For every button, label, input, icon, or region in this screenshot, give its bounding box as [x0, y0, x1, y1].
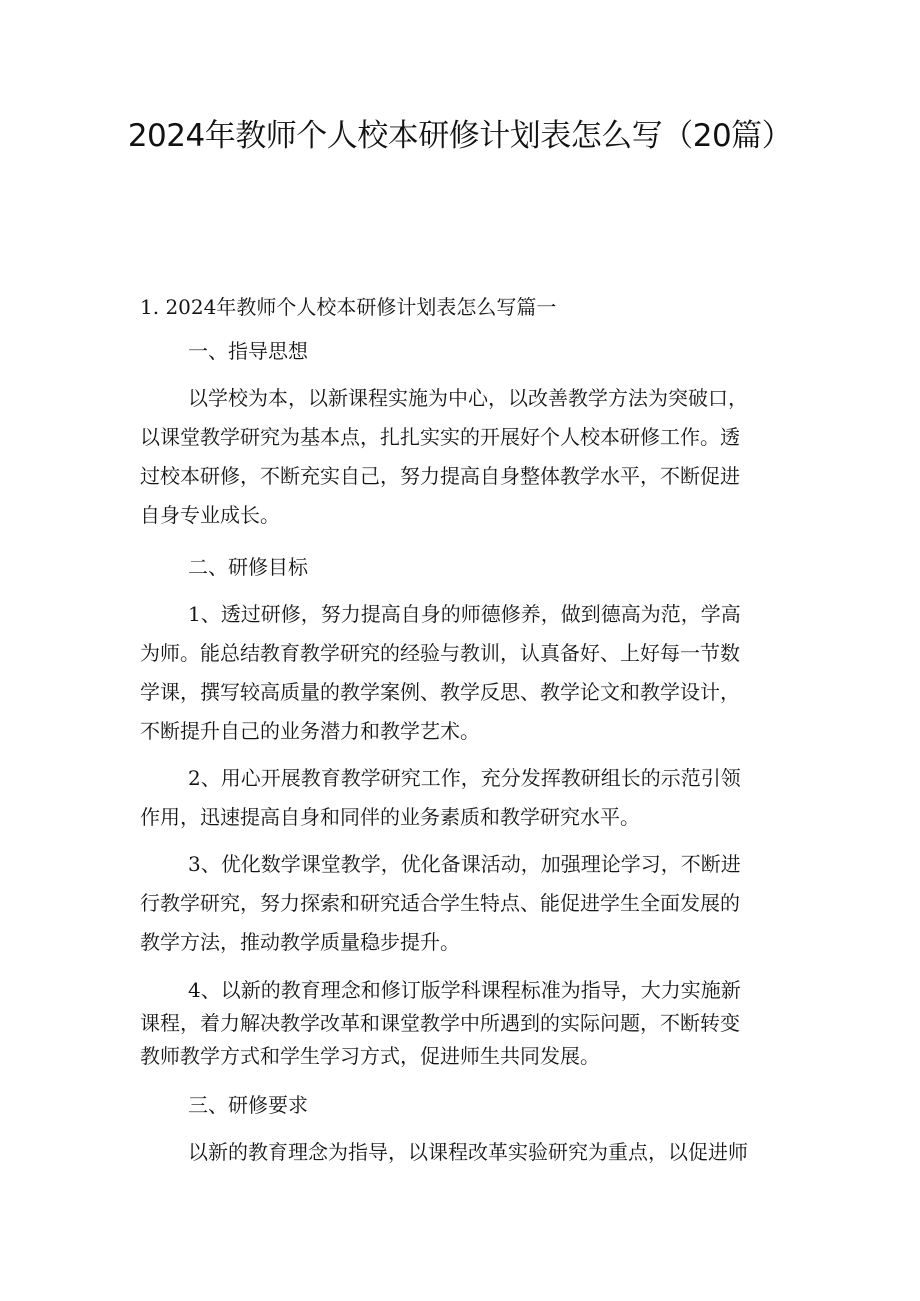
paragraph-line: 以学校为本，以新课程实施为中心，以改善教学方法为突破口， [188, 386, 748, 410]
section-heading: 1. 2024年教师个人校本研修计划表怎么写篇一 [140, 295, 557, 319]
paragraph-guiding-ideology [140, 379, 790, 535]
paragraph-line: 学课，撰写较高质量的教学案例、教学反思、教学论文和教学设计， [140, 680, 740, 704]
paragraph-line: 不断提升自己的业务潜力和教学艺术。 [140, 719, 480, 743]
paragraph-goal-2 [140, 759, 790, 837]
paragraph-line: 2、用心开展教育教学研究工作，充分发挥教研组长的示范引领 [188, 766, 741, 790]
part-heading-training-requirements: 三、研修要求 [188, 1093, 308, 1117]
part-heading-training-goals: 二、研修目标 [188, 555, 308, 579]
document-body [140, 288, 790, 1172]
paragraph-goal-4 [140, 974, 790, 1073]
paragraph-line: 4、以新的教育理念和修订版学科课程标准为指导，大力实施新 [188, 978, 741, 1002]
paragraph-line: 3、优化数学课堂教学，优化备课活动，加强理论学习，不断进 [188, 852, 741, 876]
paragraph-line: 以课堂教学研究为基本点，扎扎实实的开展好个人校本研修工作。透 [140, 425, 740, 449]
paragraph-line: 作用，迅速提高自身和同伴的业务素质和教学研究水平。 [140, 805, 640, 829]
paragraph-line: 课程，着力解决教学改革和课堂教学中所遇到的实际问题，不断转变 [140, 1011, 740, 1035]
paragraph-training-requirements [140, 1133, 790, 1172]
paragraph-line: 教学方法，推动教学质量稳步提升。 [140, 930, 460, 954]
paragraph-line: 1、透过研修，努力提高自身的师德修养，做到德高为范，学高 [188, 602, 741, 626]
document-title: 2024年教师个人校本研修计划表怎么写（20篇） [127, 118, 793, 154]
paragraph-line: 为师。能总结教育教学研究的经验与教训，认真备好、上好每一节数 [140, 641, 740, 665]
paragraph-line: 自身专业成长。 [140, 503, 280, 527]
paragraph-goal-1 [140, 595, 790, 751]
paragraph-line: 以新的教育理念为指导，以课程改革实验研究为重点，以促进师 [188, 1140, 748, 1164]
paragraph-goal-3 [140, 845, 790, 962]
paragraph-line: 行教学研究，努力探索和研究适合学生特点、能促进学生全面发展的 [140, 891, 740, 915]
paragraph-line: 过校本研修，不断充实自己，努力提高自身整体教学水平，不断促进 [140, 464, 740, 488]
paragraph-line: 教师教学方式和学生学习方式，促进师生共同发展。 [140, 1044, 600, 1068]
part-heading-guiding-ideology: 一、指导思想 [188, 339, 308, 363]
